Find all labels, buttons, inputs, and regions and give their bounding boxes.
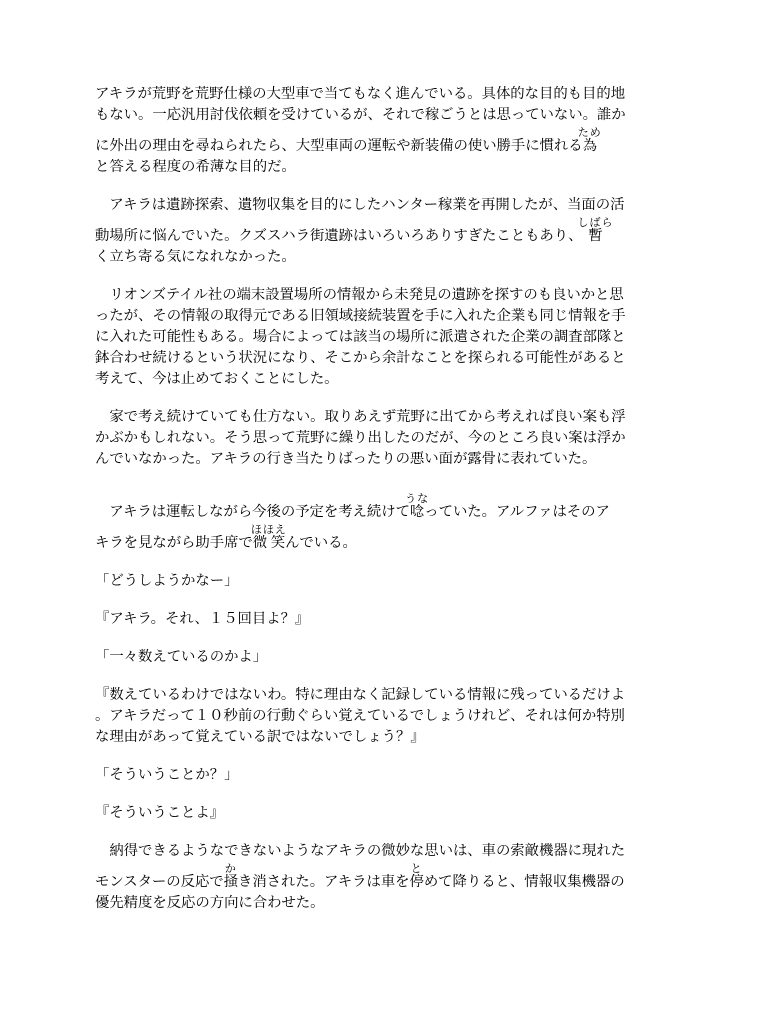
ruby-reading: うな xyxy=(405,492,430,505)
text-segment: モンスターの反応で xyxy=(95,874,224,890)
ruby-annotation xyxy=(577,126,602,154)
text-line: アキラが荒野を荒野仕様の大型車で当てもなく進んでいる。具体的な目的も目的地 xyxy=(95,86,626,102)
text-line: 『数えているわけではないわ。特に理由なく記録している情報に残っているだけよ xyxy=(95,687,626,703)
text-line xyxy=(95,523,675,554)
text-line xyxy=(95,126,675,157)
text-line: と答える程度の希薄な目的だ。 xyxy=(95,159,296,175)
text-line: 考えて、今は止めておくことにした。 xyxy=(95,371,339,387)
paragraph xyxy=(95,84,675,178)
text-line: 家で考え続けていても仕方ない。取りあえず荒野に出てから考えれば良い案も浮 xyxy=(95,409,626,425)
paragraph xyxy=(95,407,675,470)
text-line: 優先精度を反応の方向に合わせた。 xyxy=(95,895,325,911)
text-line: 「そういうことか？」 xyxy=(95,767,239,783)
dialogue-line xyxy=(95,609,675,630)
text-line: ったが、その情報の取得元である旧領域接続装置を手に入れた企業も同じ情報を手 xyxy=(95,308,626,324)
paragraph xyxy=(95,195,675,268)
ruby-base: 微笑 xyxy=(250,535,287,551)
ruby-reading: ほほえ xyxy=(250,523,287,536)
paragraph xyxy=(95,841,675,914)
text-segment: き消された。アキラは車を xyxy=(237,874,410,890)
ruby-reading: か xyxy=(223,862,238,875)
text-segment: アキラは運転しながら今後の予定を考え続けて xyxy=(95,504,410,520)
text-line: アキラは遺跡探索、遺物収集を目的にしたハンター稼業を再開したが、当面の活 xyxy=(95,197,625,213)
ruby-reading: しばら xyxy=(577,216,614,229)
text-line: な理由があって覚えている訳ではないでしょう？』 xyxy=(95,729,425,745)
text-line: 納得できるようなできないようなアキラの微妙な思いは、車の索敵機器に現れた xyxy=(95,843,626,859)
ruby-base: 唸 xyxy=(405,504,430,520)
text-segment: キラを見ながら助手席で xyxy=(95,535,253,551)
ruby-annotation xyxy=(223,862,238,890)
text-line xyxy=(95,862,675,893)
ruby-base: 暫 xyxy=(577,228,614,244)
ruby-base: 停 xyxy=(409,874,424,890)
text-line: に入れた可能性もある。場合によっては該当の場所に派遣された企業の調査部隊と xyxy=(95,329,626,345)
text-segment: んでいる。 xyxy=(285,535,357,551)
text-segment: に外出の理由を尋ねられたら、大型車両の運転や新装備の使い勝手に慣れる xyxy=(95,138,583,154)
ruby-annotation xyxy=(577,216,614,244)
paragraph xyxy=(95,492,675,554)
dialogue-line xyxy=(95,765,675,786)
ruby-base: 為 xyxy=(577,138,602,154)
paragraph xyxy=(95,285,675,390)
text-line xyxy=(95,492,675,523)
dialogue-line xyxy=(95,685,675,748)
dialogue-line xyxy=(95,571,675,592)
ruby-annotation xyxy=(250,523,287,551)
text-line: 鉢合わせ続けるという状況になり、そこから余計なことを探られる可能性があると xyxy=(95,350,626,366)
ruby-annotation xyxy=(405,492,430,520)
text-segment: めて降りると、情報収集機器の xyxy=(423,874,625,890)
dialogue-line xyxy=(95,803,675,824)
text-line: んでいなかった。アキラの行き当たりばったりの悪い面が露骨に表れていた。 xyxy=(95,451,597,467)
ruby-base: 掻 xyxy=(223,874,238,890)
text-line: 「一々数えているのかよ」 xyxy=(95,649,268,665)
ruby-reading: と xyxy=(409,862,424,875)
dialogue-line xyxy=(95,647,675,668)
text-line: もない。一応汎用討伐依頼を受けているが、それで稼ごうとは思っていない。誰か xyxy=(95,107,626,123)
text-line: 「どうしようかなー」 xyxy=(95,573,239,589)
text-line: 。アキラだって１０秒前の行動ぐらい覚えているでしょうけれど、それは何か特別 xyxy=(95,708,625,724)
ruby-annotation xyxy=(409,862,424,890)
text-segment: っていた。アルファはそのア xyxy=(424,504,610,520)
text-line: 『そういうことよ』 xyxy=(95,805,225,821)
text-line: かぶかもしれない。そう思って荒野に繰り出したのだが、今のところ良い案は浮か xyxy=(95,430,626,446)
text-line: く立ち寄る気になれなかった。 xyxy=(95,249,296,265)
text-segment: 動場所に悩んでいた。クズスハラ街遺跡はいろいろありすぎたこともあり、 xyxy=(95,228,583,244)
text-line: 『アキラ。それ、１５回目よ？』 xyxy=(95,611,310,627)
ruby-reading: ため xyxy=(577,126,602,139)
text-line: リオンズテイル社の端末設置場所の情報から未発見の遺跡を探すのも良いかと思 xyxy=(95,287,624,303)
document-page xyxy=(95,84,675,931)
text-line xyxy=(95,216,675,247)
